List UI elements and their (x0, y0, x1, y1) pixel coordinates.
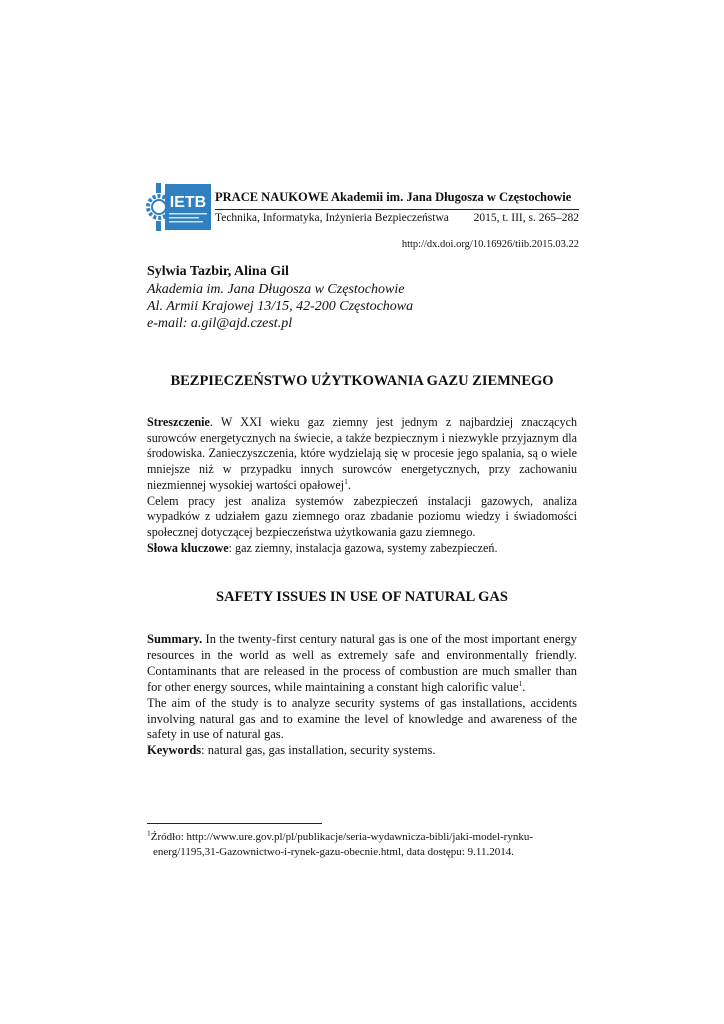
author-names: Sylwia Tazbir, Alina Gil (147, 264, 289, 279)
author-email[interactable]: e-mail: a.gil@ajd.czest.pl (147, 316, 293, 331)
footnote (147, 830, 577, 859)
header-rule (215, 209, 579, 210)
journal-logo (145, 181, 213, 233)
abstract-en-paragraph-2: The aim of the study is to analyze security systems of gas installations, accidents involving natural gas and to examine the level of knowledge and awareness of the safety in use of natural gas. (147, 695, 577, 742)
abstract-en-paragraph-1 (147, 632, 577, 696)
affiliation-institution: Akademia im. Jana Długosza w Częstochowie (147, 282, 405, 297)
keywords-en-label: Keywords (147, 743, 202, 758)
abstract-pl-paragraph-2: Celem pracy jest analiza systemów zabezpieczeń instalacji gazowych, analiza wypadków z udziałem gazu ziemnego oraz zbadanie poziomu wiedzy i świadomości społecznej dotyczącej bezpieczeństwa użytkowania gazu ziemnego. (147, 493, 577, 539)
footnote-rule (147, 823, 322, 824)
journal-subtitle: Technika, Informatyka, Inżynieria Bezpieczeństwa (215, 212, 449, 224)
abstract-polish (147, 415, 577, 556)
abstract-en-text-1: In the twenty-first century natural gas is one of the most important energy resources in the world as well as extremely safe and environmentally friendly. Contaminants that are released in the process of combustion are much smaller than for other energy sources, while maintaining a constant high calorific value (147, 632, 577, 694)
keywords-polish (147, 541, 577, 557)
footnote-source-text[interactable]: Źródło: http://www.ure.gov.pl/pl/publikacje/seria-wydawnicza-bibli/jaki-model-rynku- (150, 831, 533, 843)
abstract-pl-text-1-end: . (347, 477, 351, 492)
abstract-english (147, 632, 577, 759)
abstract-pl-paragraph-1 (147, 415, 577, 494)
footnote-number: 1 (147, 828, 151, 838)
doi-link[interactable]: http://dx.doi.org/10.16926/tiib.2015.03.22 (401, 239, 579, 250)
logo-text: IETB (169, 194, 207, 211)
title-polish: BEZPIECZEŃSTWO UŻYTKOWANIA GAZU ZIEMNEGO (170, 373, 554, 389)
footnote-mark[interactable]: 1 (518, 678, 523, 688)
footnote-line-1 (147, 830, 577, 845)
footnote-mark[interactable]: 1 (344, 476, 348, 486)
title-english: SAFETY ISSUES IN USE OF NATURAL GAS (216, 589, 508, 605)
journal-title: PRACE NAUKOWE Akademii im. Jana Długosza w Częstochowie (215, 190, 572, 204)
keywords-english (147, 743, 577, 759)
abstract-en-label: Summary. (147, 632, 203, 646)
journal-citation: 2015, t. III, s. 265–282 (473, 212, 579, 224)
abstract-pl-label: Streszczenie (147, 415, 210, 429)
keywords-en-text: : natural gas, gas installation, security systems. (201, 743, 436, 758)
affiliation-address: Al. Armii Krajowej 13/15, 42-200 Częstochowa (147, 299, 414, 314)
abstract-pl-text-1: . W XXI wieku gaz ziemny jest jednym z najbardziej znaczących surowców energetycznych na świecie, a także bezpiecznym i niezwykle przyjaznym dla środowiska. Zanieczyszczenia, które wydzielają się w procesie jego spalania, są o wiele mniejsze niż w przypadku innych surowców energetycznych, przy zachowaniu niezmiennej wysokiej wartości opałowej (147, 415, 577, 492)
abstract-en-text-1-end: . (522, 679, 526, 694)
footnote-line-2[interactable]: energ/1195,31-Gazownictwo-i-rynek-gazu-obecnie.html, data dostępu: 9.11.2014. (153, 845, 514, 858)
keywords-pl-text: : gaz ziemny, instalacja gazowa, systemy zabezpieczeń. (228, 540, 498, 555)
keywords-pl-label: Słowa kluczowe (147, 540, 229, 555)
